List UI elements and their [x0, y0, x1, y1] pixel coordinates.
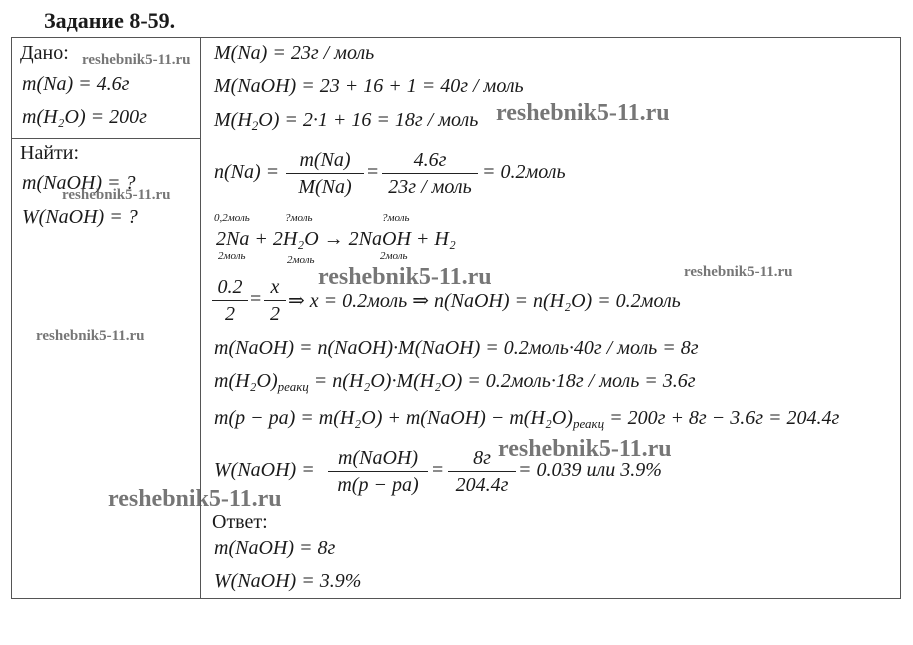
proportion-right-fraction: $\frac{x}{2}$	[264, 274, 286, 327]
fraction-naoh-left: W(NaOH) =	[214, 459, 315, 481]
molar-mass-na: M(Na) = 23г / моль	[214, 42, 375, 64]
given-label: Дано:	[20, 42, 69, 64]
fraction-naoh-formula: m(NaOH) m(p − pa)	[328, 445, 428, 498]
mass-solution: m(p − pa) = m(H₂O) + m(NaOH) − $m(H_2O)_{реакц} = 200г + 8г - 3.6г = 204.4г$	[214, 407, 840, 431]
equation-above-na: 0,2моль	[214, 212, 250, 224]
molar-mass-water: $M(H_2O) = 2\cdot 1 + 16 = 18г$ / моль	[214, 109, 479, 133]
watermark: reshebnik5-11.ru	[62, 187, 171, 203]
given-mass-na: m(Na) = 4.6г	[22, 73, 130, 95]
find-mass-naoh: m(NaOH) = ?	[22, 172, 136, 194]
proportion-result: ⇒ x = 0.2моль ⇒ n(NaOH) = n(H₂O) = 0.2моль	[288, 290, 681, 312]
fraction-naoh-values: 8г 204.4г	[448, 445, 516, 498]
answer-label: Ответ:	[212, 511, 268, 533]
fraction-equals: =	[432, 459, 444, 481]
find-fraction-naoh: W(NaOH) = ?	[22, 206, 138, 228]
watermark: reshebnik5-11.ru	[684, 264, 793, 280]
equation-below-na: 2моль	[218, 250, 246, 262]
mass-water-reacted: $m(H_2O)_{реакц} = n(H_2O)\cdot M(H_2O)$ = 0.2моль·18г / моль = 3.6г	[214, 370, 696, 394]
answer-mass-naoh: m(NaOH) = 8г	[214, 537, 336, 559]
proportion-left-fraction: $\frac{0.2}{2}$	[212, 274, 248, 327]
equation-above-naoh: ?моль	[382, 212, 410, 224]
given-find-divider	[11, 138, 200, 139]
mass-naoh-calculation: m(NaOH) = n(NaOH)·M(NaOH) = 0.2моль·40г / моль = 8г	[214, 337, 699, 359]
equation-below-water: 2моль	[287, 254, 315, 266]
watermark: reshebnik5-11.ru	[82, 52, 191, 68]
moles-na-left: n(Na) =	[214, 161, 280, 183]
watermark: reshebnik5-11.ru	[496, 100, 670, 126]
reaction-equation: 2Na + 2H₂O → 2NaOH + H₂	[216, 228, 456, 250]
equals-sign: =	[367, 161, 379, 183]
equation-above-water: ?моль	[285, 212, 313, 224]
answer-fraction-naoh: W(NaOH) = 3.9%	[214, 570, 362, 592]
moles-na-values-fraction: 4.6г 23г / моль	[382, 147, 478, 200]
fraction-naoh-result: = 0.039 или 3.9%	[518, 459, 662, 481]
equation-below-naoh: 2моль	[380, 250, 408, 262]
watermark: reshebnik5-11.ru	[498, 436, 672, 462]
task-title: Задание 8-59.	[44, 8, 176, 33]
watermark: reshebnik5-11.ru	[318, 264, 492, 290]
proportion-equals: =	[250, 288, 262, 310]
watermark: reshebnik5-11.ru	[36, 328, 145, 344]
molar-mass-naoh: M(NaOH) = 23 + 16 + 1 = 40г / моль	[214, 75, 524, 97]
find-label: Найти:	[20, 142, 80, 164]
moles-na-fraction: $\frac{m(Na)}{M(Na)}$	[286, 147, 364, 200]
moles-na-result: = 0.2моль	[482, 161, 566, 183]
watermark: reshebnik5-11.ru	[108, 486, 282, 512]
column-divider	[200, 37, 201, 599]
given-mass-water: m(H₂O) = 200г	[22, 106, 147, 128]
